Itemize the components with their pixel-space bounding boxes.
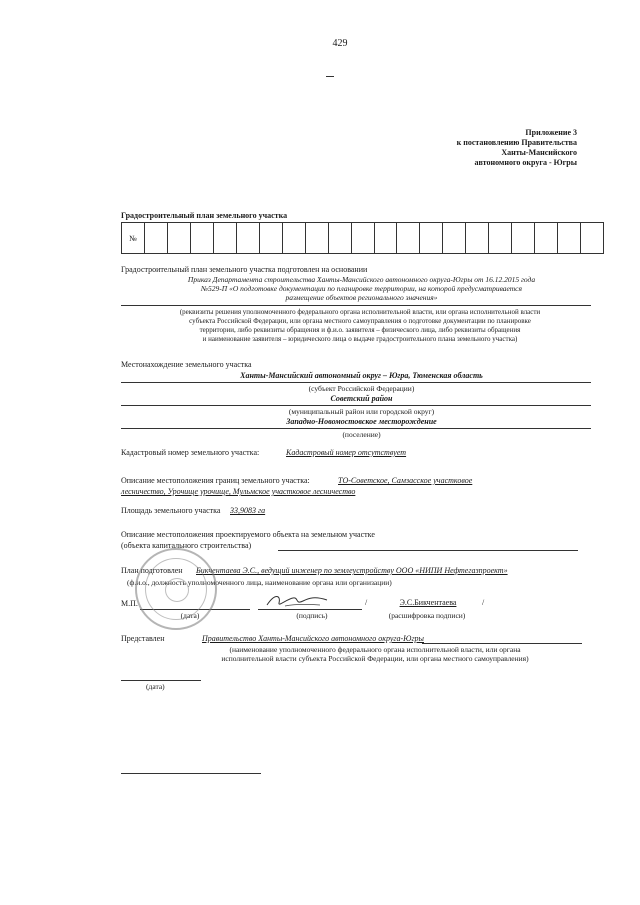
basis-text-line-3: размещение объектов регионального значения» [285,293,438,302]
area-label: Площадь земельного участка [121,506,221,515]
gpzu-number-label: № [129,233,137,243]
gpzu-digit-cell [351,223,374,253]
location-subject-hint: (субъект Российской Федерации) [308,384,415,393]
gpzu-digit-cell [396,223,419,253]
location-district-hint: (муниципальный район или городской округ) [288,407,435,416]
gpzu-digit-cell [511,223,534,253]
basis-hint-line-2: субъекта Российской Федерации, или органа местного самоуправления о подготовке документации по планировке [189,317,531,325]
gpzu-digit-cell [328,223,351,253]
basis-hint [112,308,608,344]
page-number: 429 [332,38,348,49]
submitted-date-hint: (дата) [146,682,165,691]
projected-underline [278,550,578,551]
gpzu-digit-cell [167,223,190,253]
location-subject: Ханты-Мансийский автономный округ – Югра, Тюменская область [240,371,483,380]
gpzu-digit-cell [419,223,442,253]
basis-hint-line-1: (реквизиты решения уполномоченного федерального органа исполнительной власти, или органа исполнительной власти [179,308,541,316]
projected-label-line-1: Описание местоположения проектируемого объекта на земельном участке [121,530,375,539]
gpzu-digit-cell [259,223,282,253]
gpzu-digit-cell [442,223,465,253]
page-mark [326,76,334,77]
gpzu-digit-cell [465,223,488,253]
slash-right: / [482,598,485,607]
gpzu-digit-cell [144,223,167,253]
gpzu-number-grid [121,222,604,254]
mp-label: М.П. [121,599,138,608]
submitted-value: Правительство Ханты-Мансийского автономного округа-Югры [202,634,424,643]
gpzu-digit-cell [190,223,213,253]
submitted-label: Представлен [121,634,165,643]
gpzu-digit-cell [374,223,397,253]
location-settlement: Западно-Новомостовское месторождение [286,417,437,426]
submitted-hint-line-1: (наименование уполномоченного федерального органа исполнительной власти, или органа [229,645,521,654]
gpzu-digit-cell [580,223,603,253]
seal-stamp [135,548,217,630]
prepared-label: План подготовлен [121,566,183,575]
gpzu-digit-cell [557,223,580,253]
date-hint: (дата) [180,611,200,620]
boundaries-value-line-1: ТО-Советское, Самзасское участковое [338,476,473,485]
boundaries-label: Описание местоположения границ земельного участка: [121,476,310,485]
location-district-underline [121,405,591,406]
gpzu-digit-cell [488,223,511,253]
footnote-rule [121,773,261,774]
prepared-value: Бикчентаева Э.С., ведущий инженер по землеустройству ООО «НИПИ Нефтегазпроект» [196,566,508,575]
signature-hint: (подпись) [296,611,328,620]
submitted-date-underline [121,680,201,681]
appendix-line-2: к постановлению Правительства [456,138,577,147]
prepared-hint: (ф.и.о., должность уполномоченного лица, наименование органа или организации) [127,578,392,587]
area-value: 33,9083 га [230,506,266,515]
submitted-hint-line-2: исполнительной власти субъекта Российской Федерации, или органа местного самоуправления) [221,654,529,663]
cadastral-value: Кадастровый номер отсутствует [286,448,407,457]
cadastral-label: Кадастровый номер земельного участка: [121,448,260,457]
signer-name-hint: (расшифровка подписи) [388,611,466,620]
location-settlement-hint: (поселение) [342,430,381,439]
basis-hint-line-4: и наименование заявителя – юридического лица о выдаче градостроительного плана земельного участка) [202,335,518,343]
gpzu-digit-cell [282,223,305,253]
gpzu-digit-cell [236,223,259,253]
basis-text [121,275,602,302]
location-label: Местонахождение земельного участка [121,360,252,369]
appendix-line-4: автономного округа - Югры [474,158,577,167]
basis-label: Градостроительный план земельного участка подготовлен на основании [121,265,368,274]
gpzu-title: Градостроительный план земельного участка [121,211,288,220]
signer-name: Э.С.Бикчентаева [399,598,457,607]
basis-hint-line-3: территории, либо реквизиты обращения и ф.и.о. заявителя – физического лица, либо реквизиты обращения [199,326,521,334]
submitted-underline [422,643,582,644]
gpzu-digit-cell [305,223,328,253]
boundaries-value-line-2: лесничество, Урочище урочище, Мульмское участковое лесничество [121,487,356,496]
projected-label-line-2: (объекта капитального строительства) [121,541,252,550]
location-settlement-underline [121,428,591,429]
handwritten-signature [265,591,335,611]
basis-text-line-2: №529-П «О подготовке документации по планировке территории, на которой предусматривается [200,284,522,293]
appendix-line-3: Ханты-Мансийского [501,148,577,157]
appendix-line-1: Приложение 3 [525,128,577,137]
basis-underline [121,305,591,306]
appendix-header [380,128,577,168]
slash-left: / [365,598,368,607]
gpzu-digit-cell [534,223,557,253]
location-subject-underline [121,382,591,383]
location-district: Советский район [330,394,393,403]
submitted-hint [165,645,585,663]
basis-text-line-1: Приказ Департамента строительства Ханты-Мансийского автономного округа-Югры от 16.12.2015 года [187,275,536,284]
gpzu-digit-cell [213,223,236,253]
